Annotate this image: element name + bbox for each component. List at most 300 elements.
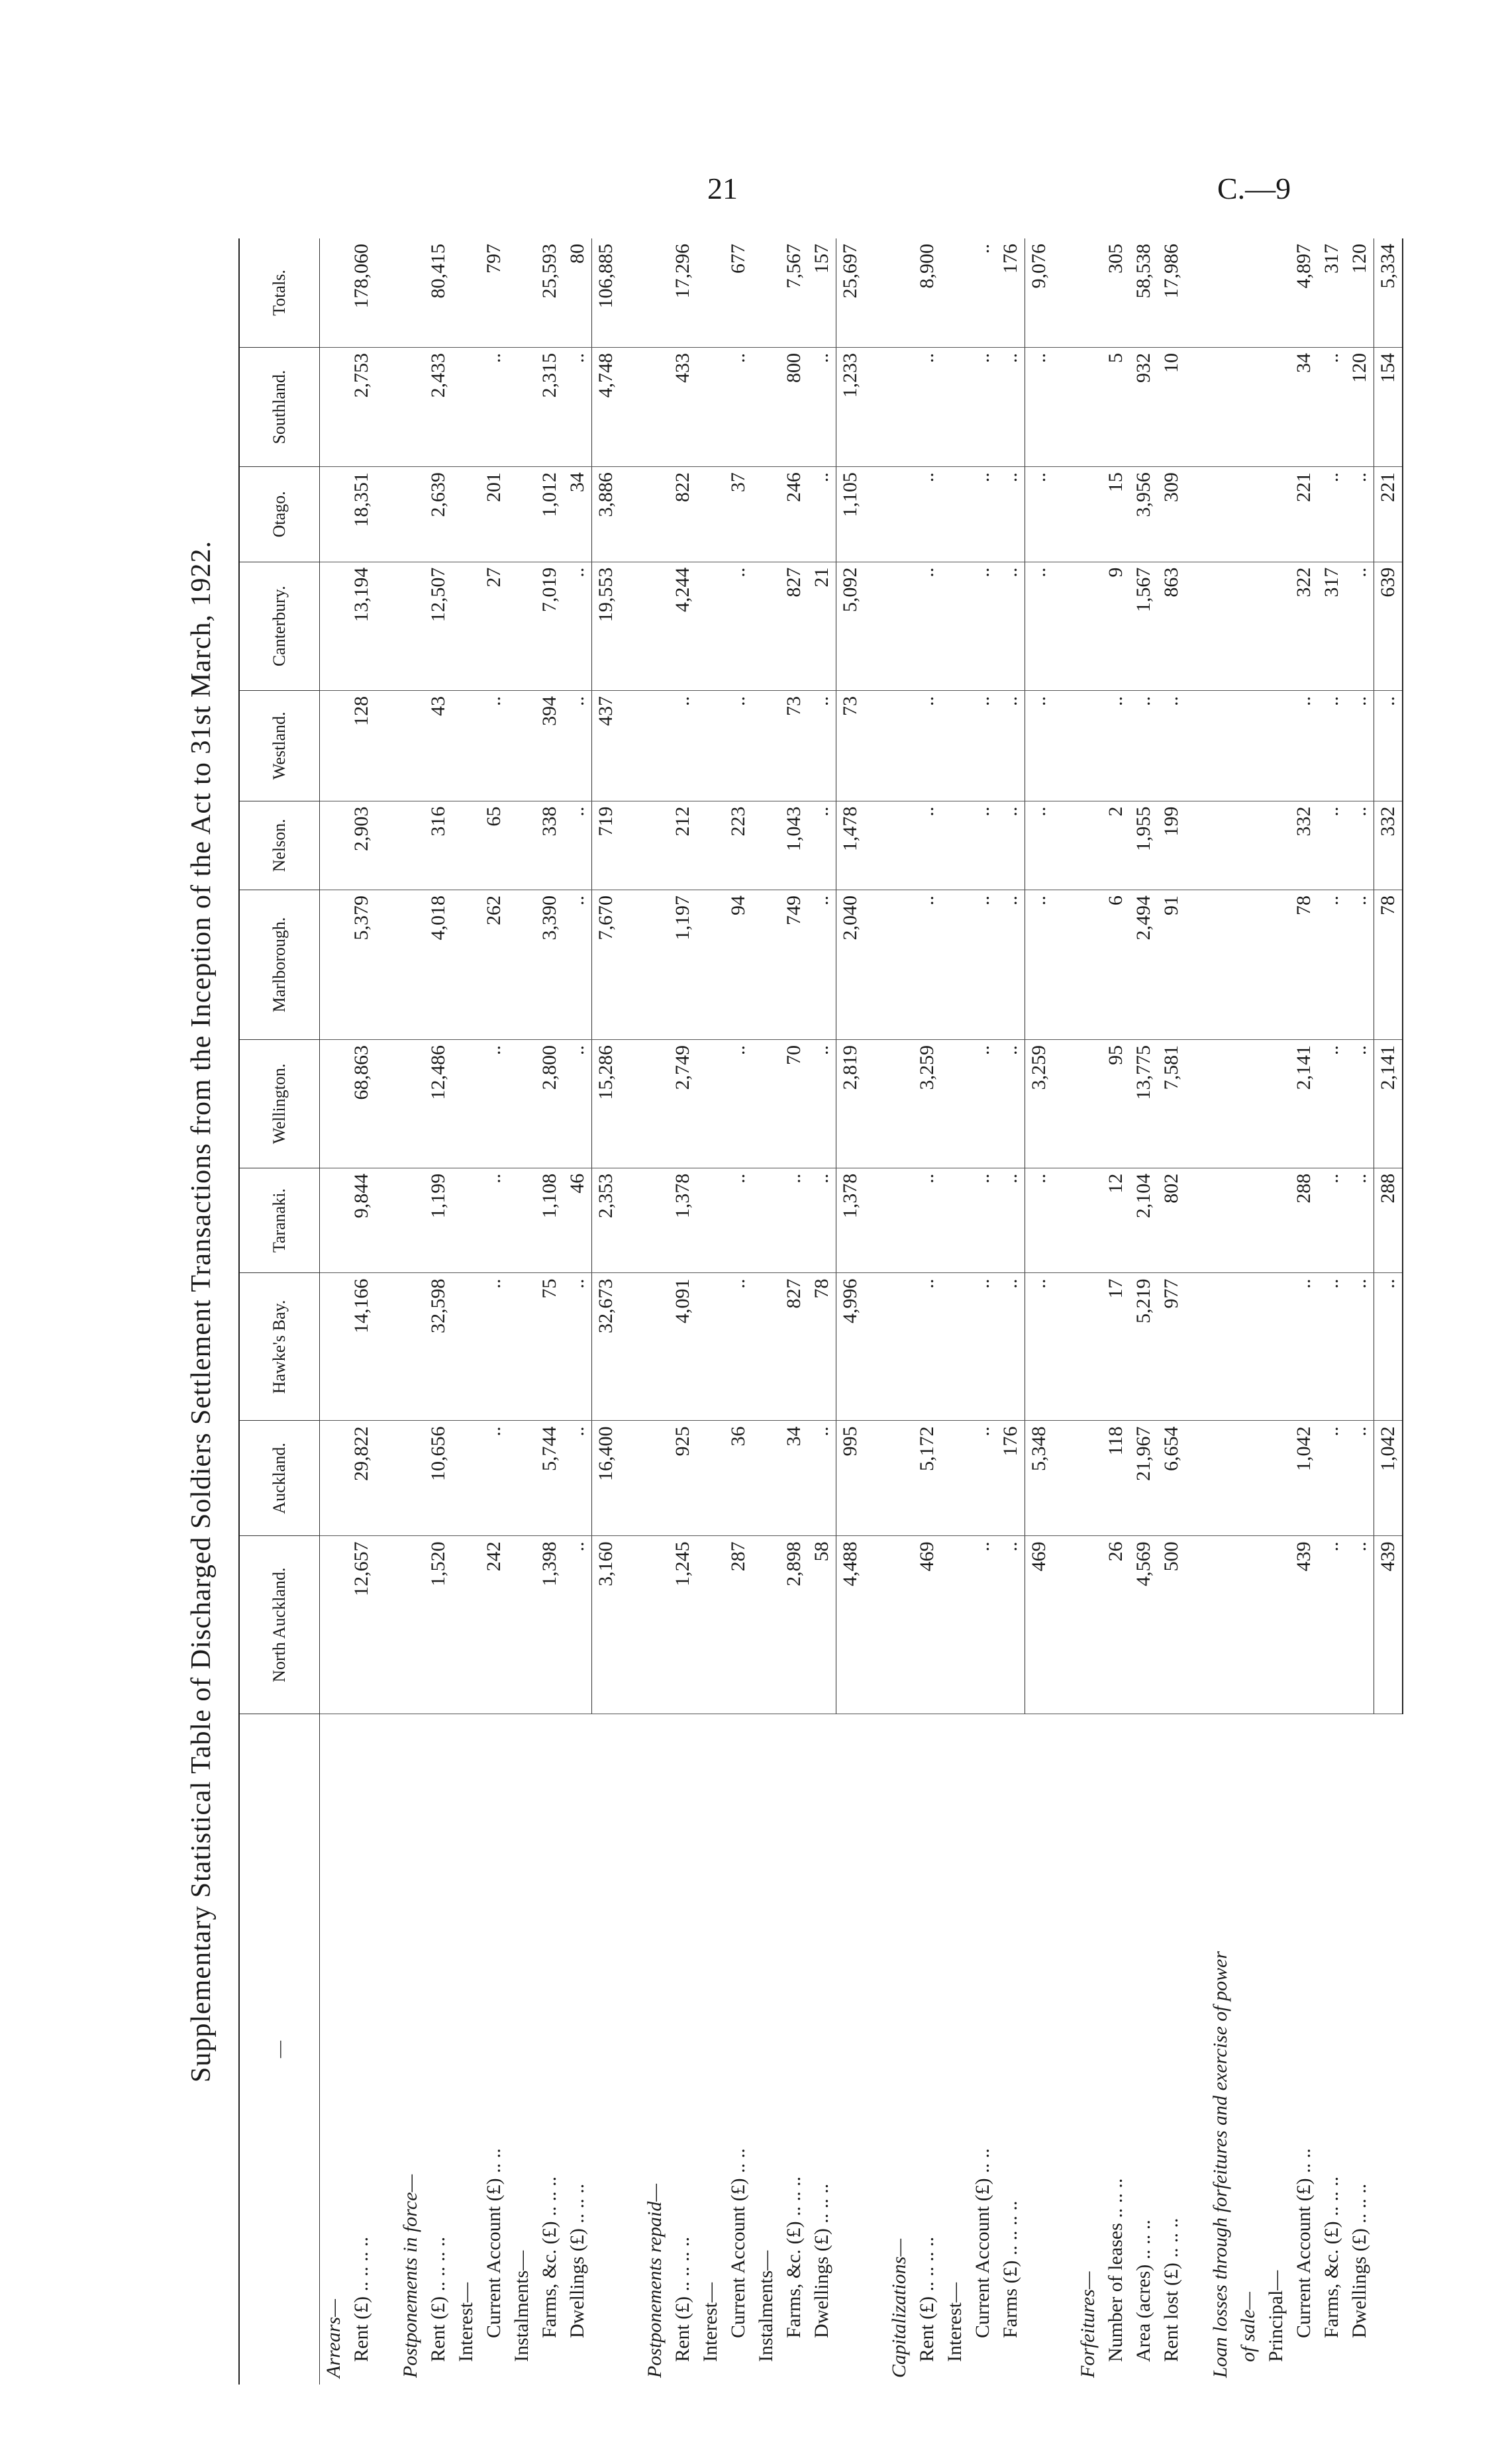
table-cell: 58,538 [1130, 238, 1158, 347]
table-cell: .. [1318, 1168, 1346, 1273]
table-cell: 201 [480, 467, 508, 562]
table-cell [452, 1536, 480, 1714]
table-cell: 4,569 [1130, 1536, 1158, 1714]
table-cell [697, 238, 725, 347]
table-cell [641, 1536, 669, 1714]
table-row [1207, 238, 1234, 2385]
table-row [320, 238, 348, 2385]
table-cell: .. [913, 1273, 941, 1421]
table-cell: 2,800 [536, 1039, 564, 1168]
table-cell: 4,996 [836, 1273, 865, 1421]
row-label: Rent (£) .. .. .. .. [672, 2236, 693, 2362]
table-cell [1207, 1421, 1234, 1536]
table-cell [397, 562, 425, 690]
table-cell [620, 1273, 641, 1421]
table-cell [452, 1039, 480, 1168]
table-cell: .. [564, 801, 592, 890]
table-cell: 309 [1158, 467, 1185, 562]
table-cell: .. [480, 1039, 508, 1168]
table-cell [1207, 801, 1234, 890]
table-cell [452, 801, 480, 890]
row-label: Current Account (£) .. .. [483, 2148, 505, 2338]
table-cell: 8,900 [913, 238, 941, 347]
row-label: Rent (£) .. .. .. .. [427, 2236, 449, 2362]
table-cell: .. [564, 347, 592, 466]
table-cell: 36 [725, 1421, 752, 1536]
table-cell: 32,673 [592, 1273, 621, 1421]
table-cell [641, 801, 669, 890]
table-cell: .. [997, 1273, 1025, 1421]
row-label: Current Account (£) .. .. [727, 2148, 749, 2338]
table-cell [1262, 347, 1290, 466]
table-cell: 13,194 [348, 562, 376, 690]
table-cell [1074, 1273, 1102, 1421]
table-cell: .. [725, 1273, 752, 1421]
table-cell: .. [1374, 690, 1403, 801]
table-cell: 1,378 [836, 1168, 865, 1273]
table-cell [376, 690, 397, 801]
table-cell [641, 890, 669, 1040]
table-cell [697, 1168, 725, 1273]
table-row [348, 238, 376, 2385]
table-cell: 10 [1158, 347, 1185, 466]
table-cell [1074, 347, 1102, 466]
table-cell [697, 1039, 725, 1168]
table-cell [508, 690, 536, 801]
table-cell [320, 801, 348, 890]
table-cell: 25,697 [836, 238, 865, 347]
table-cell [620, 1039, 641, 1168]
table-cell: .. [564, 1536, 592, 1714]
table-cell [620, 1168, 641, 1273]
table-cell: 13,775 [1130, 1039, 1158, 1168]
table-cell: 1,245 [669, 1536, 697, 1714]
table-cell [941, 801, 969, 890]
row-label: Interest— [455, 2283, 477, 2362]
table-cell [1234, 1039, 1262, 1168]
row-label: Postponements in force— [399, 2174, 421, 2378]
table-cell: 4,244 [669, 562, 697, 690]
table-cell [697, 1536, 725, 1714]
table-cell: 3,259 [913, 1039, 941, 1168]
table-cell: 246 [780, 467, 808, 562]
table-cell [397, 1168, 425, 1273]
table-cell: 4,897 [1290, 238, 1318, 347]
table-cell [320, 467, 348, 562]
table-cell [320, 1421, 348, 1536]
table-cell: 932 [1130, 347, 1158, 466]
table-cell [1185, 1273, 1207, 1421]
table-cell: 157 [808, 238, 836, 347]
table-cell: .. [913, 562, 941, 690]
table-cell [697, 890, 725, 1040]
column-header: Totals. [239, 238, 320, 347]
table-cell [452, 467, 480, 562]
table-cell [452, 347, 480, 466]
statistical-table [238, 238, 1403, 2385]
row-label [1185, 1714, 1207, 2385]
table-cell [1074, 801, 1102, 890]
table-cell: 12,657 [348, 1536, 376, 1714]
table-cell [508, 238, 536, 347]
table-cell: 9 [1102, 562, 1130, 690]
row-label [376, 1714, 397, 2385]
table-cell [397, 467, 425, 562]
table-cell [941, 1536, 969, 1714]
table-row [1053, 238, 1074, 2385]
table-cell: .. [969, 801, 997, 890]
table-cell: .. [1318, 1536, 1346, 1714]
table-cell [752, 238, 780, 347]
row-label: Farms, &c. (£) .. .. .. [1321, 2176, 1342, 2338]
table-cell [376, 347, 397, 466]
table-cell: 2 [1102, 801, 1130, 890]
table-cell [1234, 1273, 1262, 1421]
table-cell: 439 [1290, 1536, 1318, 1714]
table-cell [1053, 562, 1074, 690]
table-cell [864, 1039, 885, 1168]
table-title: Supplementary Statistical Table of Discharged Soldiers Settlement Transactions from the Inception of the Act to 31st March, 1922. [186, 540, 217, 2082]
table-cell [885, 562, 913, 690]
table-cell [641, 238, 669, 347]
table-cell [1185, 1168, 1207, 1273]
table-cell: 1,199 [425, 1168, 452, 1273]
table-cell: 16,400 [592, 1421, 621, 1536]
table-cell: 287 [725, 1536, 752, 1714]
table-cell: .. [1318, 890, 1346, 1040]
table-cell: .. [725, 562, 752, 690]
table-cell [864, 347, 885, 466]
row-label: Interest— [699, 2283, 721, 2362]
table-cell: 154 [1374, 347, 1403, 466]
table-cell: 221 [1290, 467, 1318, 562]
row-label: Principal— [1265, 2270, 1287, 2362]
table-cell: .. [1346, 1536, 1374, 1714]
column-header: Taranaki. [239, 1168, 320, 1273]
table-cell [620, 467, 641, 562]
column-header: North Auckland. [239, 1536, 320, 1714]
table-cell [1053, 1273, 1074, 1421]
table-cell: .. [1025, 562, 1054, 690]
table-cell [320, 347, 348, 466]
table-row [864, 238, 885, 2385]
table-cell: 332 [1374, 801, 1403, 890]
table-cell: 749 [780, 890, 808, 1040]
table-cell: 120 [1346, 347, 1374, 466]
table-cell [752, 347, 780, 466]
table-cell: 439 [1374, 1536, 1403, 1714]
table-cell [320, 562, 348, 690]
table-cell [1207, 890, 1234, 1040]
table-total-row [1025, 238, 1054, 2385]
table-cell: .. [969, 562, 997, 690]
table-cell: 26 [1102, 1536, 1130, 1714]
table-row [536, 238, 564, 2385]
table-cell: 317 [1318, 562, 1346, 690]
table-cell: 469 [913, 1536, 941, 1714]
table-cell: 2,753 [348, 347, 376, 466]
table-cell [941, 238, 969, 347]
table-cell [1262, 1039, 1290, 1168]
table-cell: .. [969, 238, 997, 347]
table-cell [1053, 347, 1074, 466]
table-cell [397, 690, 425, 801]
table-cell: .. [480, 690, 508, 801]
table-cell: 1,012 [536, 467, 564, 562]
table-cell: .. [1290, 1273, 1318, 1421]
table-cell: .. [1346, 1273, 1374, 1421]
table-cell [885, 1273, 913, 1421]
row-label: Area (acres) .. .. .. [1132, 2220, 1154, 2362]
table-cell: 7,567 [780, 238, 808, 347]
table-cell: .. [564, 1273, 592, 1421]
table-cell [452, 1273, 480, 1421]
row-label: Rent lost (£) .. .. .. [1160, 2218, 1182, 2362]
table-cell: 433 [669, 347, 697, 466]
row-label: Postponements repaid— [644, 2183, 666, 2378]
table-cell: .. [1346, 467, 1374, 562]
table-row [1130, 238, 1158, 2385]
table-cell: .. [808, 347, 836, 466]
table-cell [1185, 1039, 1207, 1168]
table-cell [697, 347, 725, 466]
table-cell [1074, 1536, 1102, 1714]
table-cell [1234, 562, 1262, 690]
column-header: Hawke's Bay. [239, 1273, 320, 1421]
table-cell: .. [1346, 1039, 1374, 1168]
table-cell [320, 890, 348, 1040]
table-cell: 1,043 [780, 801, 808, 890]
table-cell: .. [1346, 801, 1374, 890]
table-cell: 65 [480, 801, 508, 890]
table-cell [397, 1273, 425, 1421]
table-cell [620, 238, 641, 347]
table-cell: 1,197 [669, 890, 697, 1040]
table-cell [397, 801, 425, 890]
table-row [1102, 238, 1130, 2385]
table-cell [376, 801, 397, 890]
table-cell: .. [564, 1421, 592, 1536]
row-label: Farms (£) .. .. .. .. [999, 2200, 1022, 2338]
table-total-row [1374, 238, 1403, 2385]
table-cell [752, 1273, 780, 1421]
column-header: Southland. [239, 347, 320, 466]
table-cell: .. [1346, 1421, 1374, 1536]
table-cell: 15 [1102, 467, 1130, 562]
table-cell [1074, 1421, 1102, 1536]
table-cell [641, 1168, 669, 1273]
table-cell [1207, 562, 1234, 690]
table-cell [1074, 1168, 1102, 1273]
table-cell [641, 347, 669, 466]
table-cell [320, 690, 348, 801]
table-cell [885, 1168, 913, 1273]
table-cell: 80 [564, 238, 592, 347]
table-cell: 73 [836, 690, 865, 801]
table-cell: 863 [1158, 562, 1185, 690]
table-cell: 317 [1318, 238, 1346, 347]
table-cell: .. [997, 347, 1025, 466]
table-cell [1262, 1536, 1290, 1714]
table-cell [752, 467, 780, 562]
table-cell: .. [969, 1273, 997, 1421]
table-cell: 10,656 [425, 1421, 452, 1536]
table-cell: 332 [1290, 801, 1318, 890]
table-cell [376, 238, 397, 347]
table-cell: 5,744 [536, 1421, 564, 1536]
table-cell: 94 [725, 890, 752, 1040]
table-cell: 223 [725, 801, 752, 890]
table-cell [1262, 238, 1290, 347]
table-cell: .. [969, 347, 997, 466]
table-cell: 2,639 [425, 467, 452, 562]
table-cell: 128 [348, 690, 376, 801]
table-cell: 80,415 [425, 238, 452, 347]
table-cell: 7,019 [536, 562, 564, 690]
table-cell [941, 562, 969, 690]
table-cell [864, 238, 885, 347]
table-cell: 2,903 [348, 801, 376, 890]
table-cell [452, 690, 480, 801]
table-row [913, 238, 941, 2385]
table-cell: .. [1318, 690, 1346, 801]
table-cell: 2,141 [1374, 1039, 1403, 1168]
table-cell: 178,060 [348, 238, 376, 347]
table-row [697, 238, 725, 2385]
table-cell [1207, 238, 1234, 347]
table-cell: 12 [1102, 1168, 1130, 1273]
table-cell [1262, 1421, 1290, 1536]
table-cell [1207, 690, 1234, 801]
table-cell [1185, 347, 1207, 466]
table-cell: 9,844 [348, 1168, 376, 1273]
table-cell: .. [997, 801, 1025, 890]
table-cell: .. [1346, 562, 1374, 690]
table-row [1158, 238, 1185, 2385]
table-cell: 338 [536, 801, 564, 890]
table-cell: 4,488 [836, 1536, 865, 1714]
table-cell: 5,348 [1025, 1421, 1054, 1536]
table-cell: .. [1346, 890, 1374, 1040]
table-cell: .. [669, 690, 697, 801]
table-cell: 1,042 [1290, 1421, 1318, 1536]
table-cell [376, 1039, 397, 1168]
table-cell: .. [1025, 1273, 1054, 1421]
table-cell [697, 690, 725, 801]
table-cell [941, 1168, 969, 1273]
row-label [592, 1714, 621, 2385]
table-cell [1207, 467, 1234, 562]
table-cell: .. [780, 1168, 808, 1273]
table-cell [864, 1421, 885, 1536]
table-cell [697, 801, 725, 890]
table-cell: .. [1318, 1421, 1346, 1536]
table-cell [885, 1536, 913, 1714]
table-cell: .. [1318, 1039, 1346, 1168]
table-cell: 995 [836, 1421, 865, 1536]
table-cell: .. [913, 467, 941, 562]
table-cell: 322 [1290, 562, 1318, 690]
table-row [425, 238, 452, 2385]
row-label: Rent (£) .. .. .. .. [350, 2236, 372, 2362]
table-cell [376, 1273, 397, 1421]
rotated-table-page [185, 219, 1399, 2404]
table-cell [452, 1168, 480, 1273]
column-header: Nelson. [239, 801, 320, 890]
table-cell [941, 1421, 969, 1536]
table-cell: 91 [1158, 890, 1185, 1040]
table-cell: 12,486 [425, 1039, 452, 1168]
table-cell [1074, 1039, 1102, 1168]
table-cell: 2,353 [592, 1168, 621, 1273]
table-cell [885, 690, 913, 801]
table-cell: 17 [1102, 1273, 1130, 1421]
table-row [941, 238, 969, 2385]
column-header-label: — [239, 1714, 320, 2385]
table-row [969, 238, 997, 2385]
table-header-row [239, 238, 320, 2385]
table-cell: 1,398 [536, 1536, 564, 1714]
table-cell: 2,898 [780, 1536, 808, 1714]
table-cell [376, 1536, 397, 1714]
table-cell [452, 238, 480, 347]
row-label: Dwellings (£) .. .. .. [566, 2183, 589, 2338]
table-cell: 6 [1102, 890, 1130, 1040]
table-cell [752, 890, 780, 1040]
table-cell [941, 890, 969, 1040]
table-cell: 43 [425, 690, 452, 801]
table-cell: 1,955 [1130, 801, 1158, 890]
row-label: Farms, &c. (£) .. .. .. [783, 2176, 805, 2338]
table-cell: 176 [997, 1421, 1025, 1536]
table-cell [1185, 890, 1207, 1040]
table-cell: 7,670 [592, 890, 621, 1040]
row-label: Loan losses through forfeitures and exercise of power [1209, 1951, 1231, 2378]
table-cell: 639 [1374, 562, 1403, 690]
table-cell [376, 890, 397, 1040]
table-cell: .. [1102, 690, 1130, 801]
table-cell [885, 347, 913, 466]
table-row [452, 238, 480, 2385]
table-cell: .. [1025, 467, 1054, 562]
table-row [725, 238, 752, 2385]
table-cell: .. [997, 1536, 1025, 1714]
table-row [885, 238, 913, 2385]
table-cell: .. [1318, 1273, 1346, 1421]
table-cell [1207, 1039, 1234, 1168]
table-row [1234, 238, 1262, 2385]
table-cell: 6,654 [1158, 1421, 1185, 1536]
table-body [320, 238, 1403, 2385]
table-cell [697, 1273, 725, 1421]
table-cell: 1,108 [536, 1168, 564, 1273]
table-cell [376, 562, 397, 690]
table-cell: 1,042 [1374, 1421, 1403, 1536]
table-row [480, 238, 508, 2385]
table-cell: 5,334 [1374, 238, 1403, 347]
table-cell: .. [564, 890, 592, 1040]
table-cell: 394 [536, 690, 564, 801]
table-cell [1262, 562, 1290, 690]
table-cell [508, 1536, 536, 1714]
row-label [1025, 1714, 1054, 2385]
table-cell: 288 [1290, 1168, 1318, 1273]
table-cell [752, 1168, 780, 1273]
table-cell [1185, 467, 1207, 562]
table-cell: 46 [564, 1168, 592, 1273]
table-cell: .. [997, 890, 1025, 1040]
table-row [397, 238, 425, 2385]
